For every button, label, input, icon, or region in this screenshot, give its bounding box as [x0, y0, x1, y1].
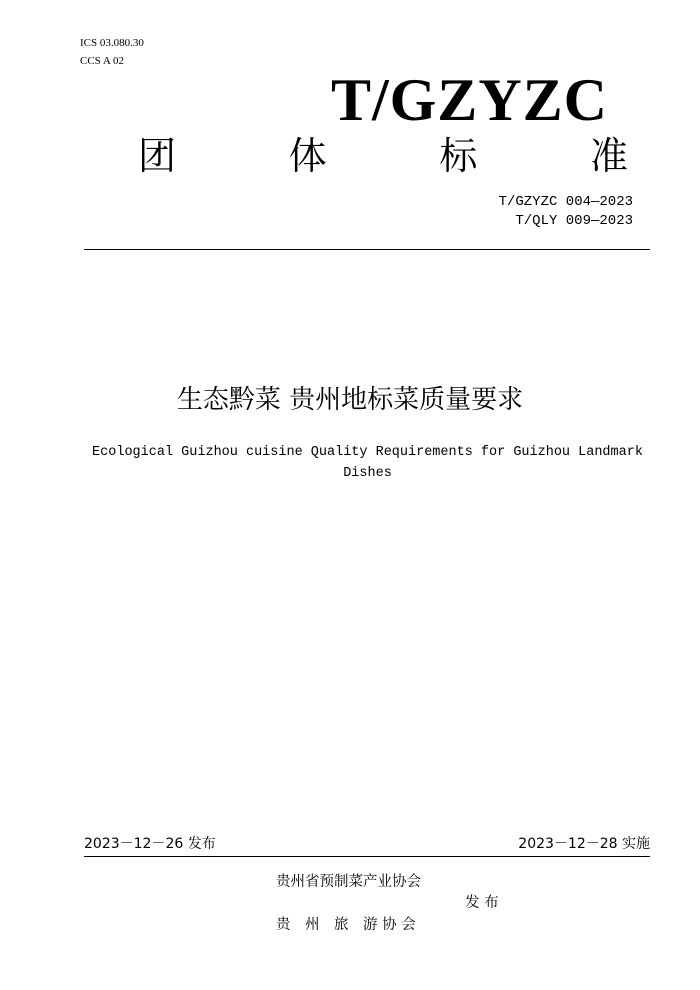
standard-number: T/GZYZC 004—2023: [498, 194, 633, 210]
group-standard-char: 体: [288, 134, 327, 178]
issue-action: 发 布: [465, 895, 499, 911]
header-divider: [84, 249, 650, 250]
group-standard-char: 团: [138, 134, 177, 178]
standard-number: T/QLY 009—2023: [515, 213, 633, 229]
implement-date: 2023－12－28 实施: [518, 836, 650, 852]
standard-numbers: [499, 193, 633, 231]
ics-code: ICS 03.080.30: [80, 37, 144, 49]
group-standard-heading: [138, 134, 628, 178]
footer-divider: [84, 856, 650, 857]
group-standard-char: 准: [589, 134, 628, 178]
standard-brand-code: T/GZYZC: [330, 67, 608, 133]
document-title-chinese: 生态黔菜 贵州地标菜质量要求: [176, 385, 524, 415]
issuer-organization-1: 贵州省预制菜产业协会: [276, 874, 421, 890]
publish-date: 2023－12－26 发布: [84, 836, 216, 852]
classification-codes: [80, 34, 144, 70]
group-standard-char: 标: [439, 134, 478, 178]
ccs-code: CCS A 02: [80, 55, 125, 67]
issuer-organization-2: 贵 州 旅 游 协 会: [276, 917, 416, 933]
document-title-english: Ecological Guizhou cuisine Quality Requirements for Guizhou Landmark Dishes: [92, 445, 643, 481]
